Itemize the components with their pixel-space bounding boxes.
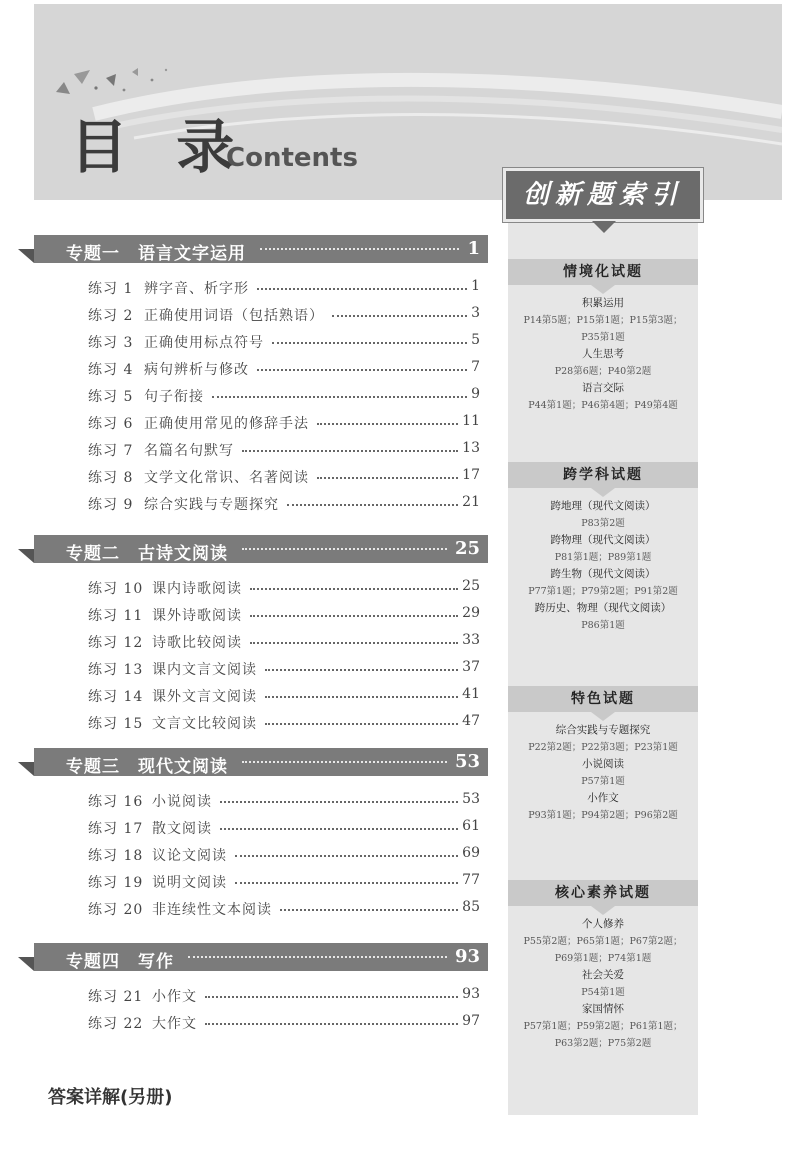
exercise-number: 练习 3: [88, 335, 134, 351]
topic-name: 专题三 现代文阅读: [66, 757, 228, 777]
exercise-page: 3: [471, 305, 480, 321]
exercise-leader-dots: [317, 477, 458, 479]
exercise-number: 练习 15: [88, 716, 144, 732]
category-item-refs: P55第2题；P65第1题；P67第2题；: [523, 936, 683, 947]
exercise-leader-dots: [265, 669, 458, 671]
category-notch: [591, 285, 615, 294]
exercise-leader-dots: [220, 801, 458, 803]
exercise-leader-dots: [317, 423, 458, 425]
index-category: [508, 259, 698, 414]
exercise-page: 5: [471, 332, 480, 348]
exercise-number: 练习 13: [88, 662, 144, 678]
sidebar-title: 创新题索引: [522, 180, 683, 210]
exercise-title: 课内文言文阅读: [152, 662, 257, 678]
exercise-row[interactable]: [88, 713, 480, 733]
exercise-row[interactable]: [88, 818, 480, 838]
exercise-number: 练习 10: [88, 581, 144, 597]
category-item-name: 跨历史、物理（现代文阅读）: [534, 602, 672, 614]
exercise-leader-dots: [257, 369, 467, 371]
category-item-name: 小作文: [587, 792, 619, 804]
exercise-row[interactable]: [88, 605, 480, 625]
topic-leader-dots: [242, 548, 447, 550]
exercise-page: 1: [471, 278, 480, 294]
category-name: 跨学科试题: [563, 467, 643, 483]
category-item-name: 跨地理（现代文阅读）: [550, 500, 656, 512]
exercise-page: 93: [462, 986, 480, 1002]
exercise-number: 练习 22: [88, 1016, 144, 1032]
category-item-name: 语言交际: [582, 382, 624, 394]
exercise-page: 21: [462, 494, 480, 510]
topic-heading-bar: [34, 748, 488, 776]
category-item-name: 个人修养: [582, 918, 624, 930]
exercise-page: 17: [462, 467, 480, 483]
exercise-leader-dots: [265, 696, 458, 698]
exercise-title: 散文阅读: [152, 821, 212, 837]
exercise-number: 练习 8: [88, 470, 134, 486]
category-item-name: 人生思考: [582, 348, 624, 360]
topic-heading-tail: [18, 957, 34, 971]
category-item-refs: P35第1题: [581, 332, 625, 343]
category-item-refs: P86第1题: [581, 620, 625, 631]
page-title: 目 录: [70, 113, 249, 181]
exercise-row[interactable]: [88, 872, 480, 892]
topic-name: 专题二 古诗文阅读: [66, 544, 228, 564]
category-item-refs: P63第2题；P75第2题: [554, 1038, 652, 1049]
exercise-row[interactable]: [88, 632, 480, 652]
category-notch: [591, 488, 615, 497]
category-item-name: 跨物理（现代文阅读）: [550, 534, 656, 546]
category-item-name: 小说阅读: [582, 758, 624, 770]
exercise-title: 说明文阅读: [152, 875, 227, 891]
exercise-page: 77: [462, 872, 480, 888]
category-item-refs: P14第5题；P15第1题；P15第3题；: [523, 315, 683, 326]
exercise-row[interactable]: [88, 986, 480, 1006]
category-item-refs: P69第1题；P74第1题: [554, 953, 652, 964]
exercise-row[interactable]: [88, 332, 480, 352]
exercise-number: 练习 7: [88, 443, 134, 459]
exercise-number: 练习 20: [88, 902, 144, 918]
category-item-refs: P28第6题；P40第2题: [554, 366, 652, 377]
exercise-number: 练习 19: [88, 875, 144, 891]
exercise-page: 53: [462, 791, 480, 807]
page-subtitle: Contents: [226, 143, 358, 173]
exercise-number: 练习 1: [88, 281, 134, 297]
exercise-number: 练习 5: [88, 389, 134, 405]
category-heading: [508, 686, 698, 712]
exercise-title: 病句辨析与修改: [144, 362, 249, 378]
exercise-leader-dots: [332, 315, 467, 317]
category-item-refs: P57第1题: [581, 776, 625, 787]
exercise-title: 议论文阅读: [152, 848, 227, 864]
category-item-refs: P44第1题；P46第4题；P49第4题: [528, 400, 678, 411]
category-name: 核心素养试题: [555, 885, 651, 901]
topic-page: 1: [467, 238, 480, 259]
exercise-number: 练习 9: [88, 497, 134, 513]
topic-page: 93: [454, 946, 480, 967]
index-category: [508, 880, 698, 1052]
exercise-number: 练习 12: [88, 635, 144, 651]
exercise-page: 9: [471, 386, 480, 402]
exercise-title: 文言文比较阅读: [152, 716, 257, 732]
category-items: [508, 712, 698, 824]
banner-notch: [592, 221, 616, 233]
exercise-row[interactable]: [88, 305, 480, 325]
category-items: [508, 285, 698, 414]
exercise-leader-dots: [280, 909, 458, 911]
exercise-title: 非连续性文本阅读: [152, 902, 272, 918]
topic-leader-dots: [188, 956, 447, 958]
category-item-name: 综合实践与专题探究: [555, 724, 651, 736]
category-name: 情境化试题: [563, 264, 643, 280]
exercise-leader-dots: [287, 504, 458, 506]
topic-heading[interactable]: [18, 235, 488, 263]
topic-page: 25: [454, 538, 480, 559]
exercise-row[interactable]: [88, 659, 480, 679]
exercise-title: 课内诗歌阅读: [152, 581, 242, 597]
topic-heading-tail: [18, 762, 34, 776]
exercise-page: 41: [462, 686, 480, 702]
exercise-row[interactable]: [88, 899, 480, 919]
category-item-refs: P77第1题；P79第2题；P91第2题: [528, 586, 678, 597]
exercise-title: 课外文言文阅读: [152, 689, 257, 705]
exercise-leader-dots: [250, 615, 458, 617]
topic-heading[interactable]: [18, 748, 488, 776]
exercise-leader-dots: [235, 882, 458, 884]
category-notch: [591, 906, 615, 915]
exercise-page: 69: [462, 845, 480, 861]
topic-page: 53: [454, 751, 480, 772]
category-heading: [508, 462, 698, 488]
exercise-title: 文学文化常识、名著阅读: [144, 470, 309, 486]
category-items: [508, 488, 698, 634]
category-item-name: 跨生物（现代文阅读）: [550, 568, 656, 580]
exercise-page: 25: [462, 578, 480, 594]
category-item-name: 社会关爱: [582, 969, 624, 981]
exercise-leader-dots: [212, 396, 467, 398]
exercise-row[interactable]: [88, 440, 480, 460]
topic-heading-tail: [18, 249, 34, 263]
exercise-number: 练习 11: [88, 608, 144, 624]
category-item-refs: P57第1题；P59第2题；P61第1题；: [523, 1021, 683, 1032]
category-item-refs: P81第1题；P89第1题: [554, 552, 652, 563]
index-category: [508, 686, 698, 824]
category-heading: [508, 880, 698, 906]
topic-heading[interactable]: [18, 943, 488, 971]
exercise-title: 正确使用标点符号: [144, 335, 264, 351]
exercise-page: 33: [462, 632, 480, 648]
exercise-page: 47: [462, 713, 480, 729]
exercise-title: 句子衔接: [144, 389, 204, 405]
category-name: 特色试题: [571, 691, 635, 707]
exercise-title: 综合实践与专题探究: [144, 497, 279, 513]
category-item-name: 家国情怀: [582, 1003, 624, 1015]
exercise-leader-dots: [205, 996, 458, 998]
exercise-title: 课外诗歌阅读: [152, 608, 242, 624]
exercise-row[interactable]: [88, 1013, 480, 1033]
exercise-title: 名篇名句默写: [144, 443, 234, 459]
category-item-refs: P93第1题；P94第2题；P96第2题: [528, 810, 678, 821]
topic-heading-tail: [18, 549, 34, 563]
exercise-leader-dots: [250, 588, 458, 590]
exercise-number: 练习 6: [88, 416, 134, 432]
topic-heading-bar: [34, 535, 488, 563]
exercise-row[interactable]: [88, 359, 480, 379]
category-item-refs: P22第2题；P22第3题；P23第1题: [528, 742, 678, 753]
sidebar-title-banner: [503, 168, 703, 222]
exercise-leader-dots: [220, 828, 458, 830]
exercise-row[interactable]: [88, 578, 480, 598]
exercise-row[interactable]: [88, 791, 480, 811]
exercise-page: 97: [462, 1013, 480, 1029]
exercise-leader-dots: [235, 855, 458, 857]
exercise-leader-dots: [265, 723, 458, 725]
exercise-number: 练习 16: [88, 794, 144, 810]
topic-heading-bar: [34, 235, 488, 263]
index-category: [508, 462, 698, 634]
exercise-row[interactable]: [88, 494, 480, 514]
exercise-page: 7: [471, 359, 480, 375]
category-item-refs: P83第2题: [581, 518, 625, 529]
category-notch: [591, 712, 615, 721]
exercise-number: 练习 14: [88, 689, 144, 705]
topic-name: 专题四 写作: [66, 952, 174, 972]
topic-heading[interactable]: [18, 535, 488, 563]
exercise-title: 大作文: [152, 1016, 197, 1032]
exercise-page: 85: [462, 899, 480, 915]
exercise-number: 练习 17: [88, 821, 144, 837]
exercise-page: 29: [462, 605, 480, 621]
exercise-row[interactable]: [88, 278, 480, 298]
exercise-page: 11: [462, 413, 480, 429]
exercise-leader-dots: [205, 1023, 458, 1025]
exercise-page: 37: [462, 659, 480, 675]
exercise-number: 练习 4: [88, 362, 134, 378]
exercise-row[interactable]: [88, 686, 480, 706]
exercise-title: 小说阅读: [152, 794, 212, 810]
exercise-title: 诗歌比较阅读: [152, 635, 242, 651]
exercise-title: 辨字音、析字形: [144, 281, 249, 297]
exercise-number: 练习 2: [88, 308, 134, 324]
category-items: [508, 906, 698, 1052]
exercise-leader-dots: [272, 342, 467, 344]
exercise-leader-dots: [242, 450, 458, 452]
exercise-row[interactable]: [88, 845, 480, 865]
exercise-title: 正确使用常见的修辞手法: [144, 416, 309, 432]
category-item-name: 积累运用: [582, 297, 624, 309]
exercise-title: 小作文: [152, 989, 197, 1005]
exercise-row[interactable]: [88, 467, 480, 487]
category-heading: [508, 259, 698, 285]
exercise-page: 13: [462, 440, 480, 456]
topic-leader-dots: [260, 248, 459, 250]
exercise-number: 练习 18: [88, 848, 144, 864]
exercise-title: 正确使用词语（包括熟语）: [144, 308, 324, 324]
exercise-row[interactable]: [88, 413, 480, 433]
topic-leader-dots: [242, 761, 447, 763]
exercise-leader-dots: [257, 288, 467, 290]
exercise-number: 练习 21: [88, 989, 144, 1005]
topic-heading-bar: [34, 943, 488, 971]
topic-name: 专题一 语言文字运用: [66, 244, 246, 264]
answer-note: 答案详解(另册): [48, 1087, 173, 1108]
exercise-page: 61: [462, 818, 480, 834]
category-item-refs: P54第1题: [581, 987, 625, 998]
exercise-leader-dots: [250, 642, 458, 644]
exercise-row[interactable]: [88, 386, 480, 406]
